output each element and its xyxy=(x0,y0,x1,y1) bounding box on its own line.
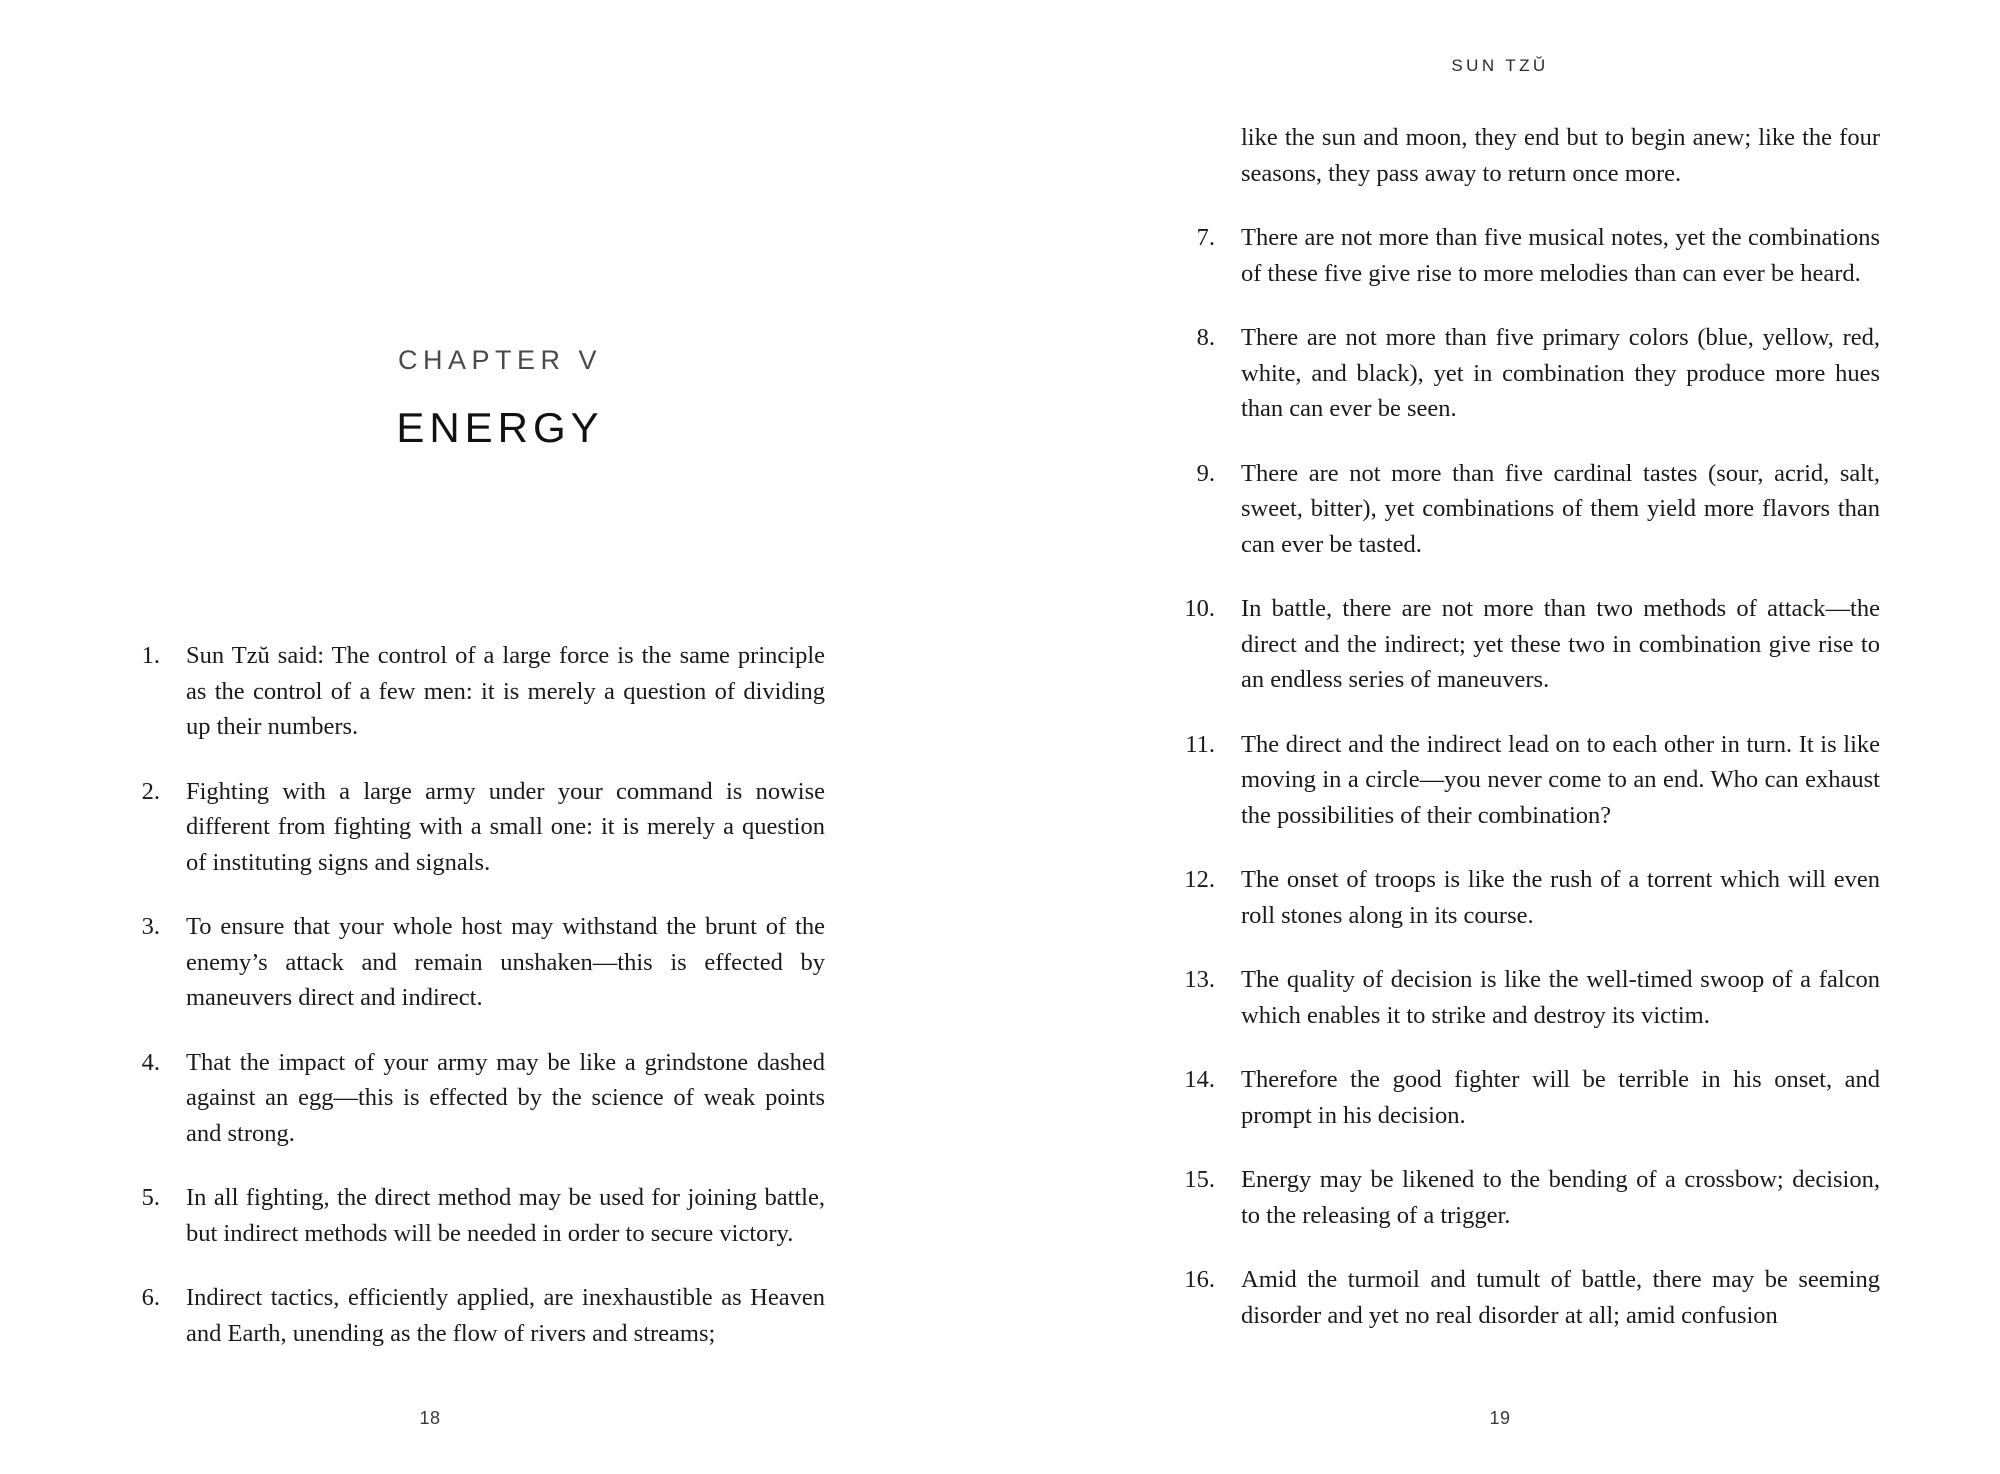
paragraph-text: Indirect tactics, efficiently applied, are inexhaustible as Heaven and Earth, unending as the flow of rivers and streams; xyxy=(186,1284,825,1347)
paragraph-number: 5. xyxy=(141,1184,160,1211)
running-head: SUN TZŬ xyxy=(1451,56,1549,75)
paragraph-number: 2. xyxy=(141,777,160,805)
paragraph-number: 6. xyxy=(141,1284,160,1311)
numbered-paragraph xyxy=(1175,456,1880,563)
numbered-paragraph xyxy=(120,638,825,745)
paragraph-text: Energy may be likened to the bending of a crossbow; decision, to the releasing of a trigger. xyxy=(1241,1166,1880,1229)
numbered-paragraph xyxy=(1175,1162,1880,1233)
paragraph-text: Fighting with a large army under your command is nowise different from fighting with a small one: it is merely a question of instituting signs and signals. xyxy=(186,777,825,876)
paragraph-text: There are not more than five primary colors (blue, yellow, red, white, and black), yet in combination they produce more hues than can ever be seen. xyxy=(1241,324,1880,422)
paragraph-text: There are not more than five musical notes, yet the combinations of these five give rise to more melodies than can ever be heard. xyxy=(1241,224,1880,287)
numbered-paragraph xyxy=(1175,1062,1880,1133)
paragraph-text: To ensure that your whole host may withstand the brunt of the enemy’s attack and remain unshaken—this is effected by maneuvers direct and indirect. xyxy=(186,913,825,1011)
paragraph-number: 10. xyxy=(1184,595,1215,622)
paragraph-number: 14. xyxy=(1184,1066,1215,1093)
paragraph-text: Amid the turmoil and tumult of battle, there may be seeming disorder and yet no real disorder at all; amid confusion xyxy=(1241,1266,1880,1329)
paragraph-text: The onset of troops is like the rush of a torrent which will even roll stones along in its course. xyxy=(1241,866,1880,929)
paragraph-number: 15. xyxy=(1184,1166,1215,1193)
numbered-paragraph xyxy=(1175,727,1880,834)
page-right xyxy=(1000,0,2000,1474)
numbered-paragraph xyxy=(1175,962,1880,1033)
paragraph-text: The direct and the indirect lead on to each other in turn. It is like moving in a circle—you never come to an end. Who can exhaust the possibilities of their combination? xyxy=(1241,730,1880,829)
paragraph-number: 11. xyxy=(1185,730,1215,758)
continued-paragraph-text: like the sun and moon, they end but to begin anew; like the four seasons, they pass away to return once more. xyxy=(1241,124,1880,187)
paragraph-text: That the impact of your army may be like a grindstone dashed against an egg—this is effected by the science of weak points and strong. xyxy=(186,1048,825,1147)
numbered-paragraph xyxy=(1175,862,1880,933)
chapter-heading xyxy=(0,345,1000,452)
numbered-paragraph xyxy=(120,1280,825,1351)
left-page-body xyxy=(120,638,825,1380)
page-number-left: 18 xyxy=(419,1408,441,1428)
numbered-paragraph xyxy=(1175,220,1880,291)
numbered-paragraph xyxy=(1175,1262,1880,1333)
numbered-paragraph xyxy=(120,909,825,1016)
numbered-paragraph xyxy=(120,1180,825,1251)
paragraph-number: 13. xyxy=(1184,966,1215,993)
paragraph-text: There are not more than five cardinal tastes (sour, acrid, salt, sweet, bitter), yet combinations of them yield more flavors than can ever be tasted. xyxy=(1241,459,1880,558)
numbered-paragraph xyxy=(120,774,825,881)
page-number-right: 19 xyxy=(1489,1408,1511,1428)
numbered-paragraph xyxy=(1175,591,1880,698)
paragraph-number: 9. xyxy=(1196,459,1215,487)
numbered-paragraph xyxy=(1175,320,1880,427)
paragraph-text: In battle, there are not more than two methods of attack—the direct and the indirect; yet these two in combination give rise to an endless series of maneuvers. xyxy=(1241,595,1880,693)
paragraph-number: 3. xyxy=(141,913,160,940)
paragraph-number: 4. xyxy=(141,1048,160,1076)
chapter-label: CHAPTER V xyxy=(397,345,603,375)
paragraph-number: 8. xyxy=(1196,324,1215,351)
paragraph-text: In all fighting, the direct method may be used for joining battle, but indirect methods will be needed in order to secure victory. xyxy=(186,1184,825,1247)
paragraph-number: 1. xyxy=(141,642,160,669)
right-page-body xyxy=(1175,120,1880,1362)
chapter-title: ENERGY xyxy=(396,404,604,451)
paragraph-text: Therefore the good fighter will be terrible in his onset, and prompt in his decision. xyxy=(1241,1066,1880,1129)
paragraph-number: 7. xyxy=(1196,224,1215,251)
paragraph-text: Sun Tzŭ said: The control of a large force is the same principle as the control of a few men: it is merely a question of dividing up their numbers. xyxy=(186,642,825,740)
paragraph-number: 12. xyxy=(1184,866,1215,893)
numbered-paragraph xyxy=(120,1045,825,1152)
paragraph-number: 16. xyxy=(1184,1266,1215,1293)
paragraph-text: The quality of decision is like the well-timed swoop of a falcon which enables it to strike and destroy its victim. xyxy=(1241,966,1880,1029)
